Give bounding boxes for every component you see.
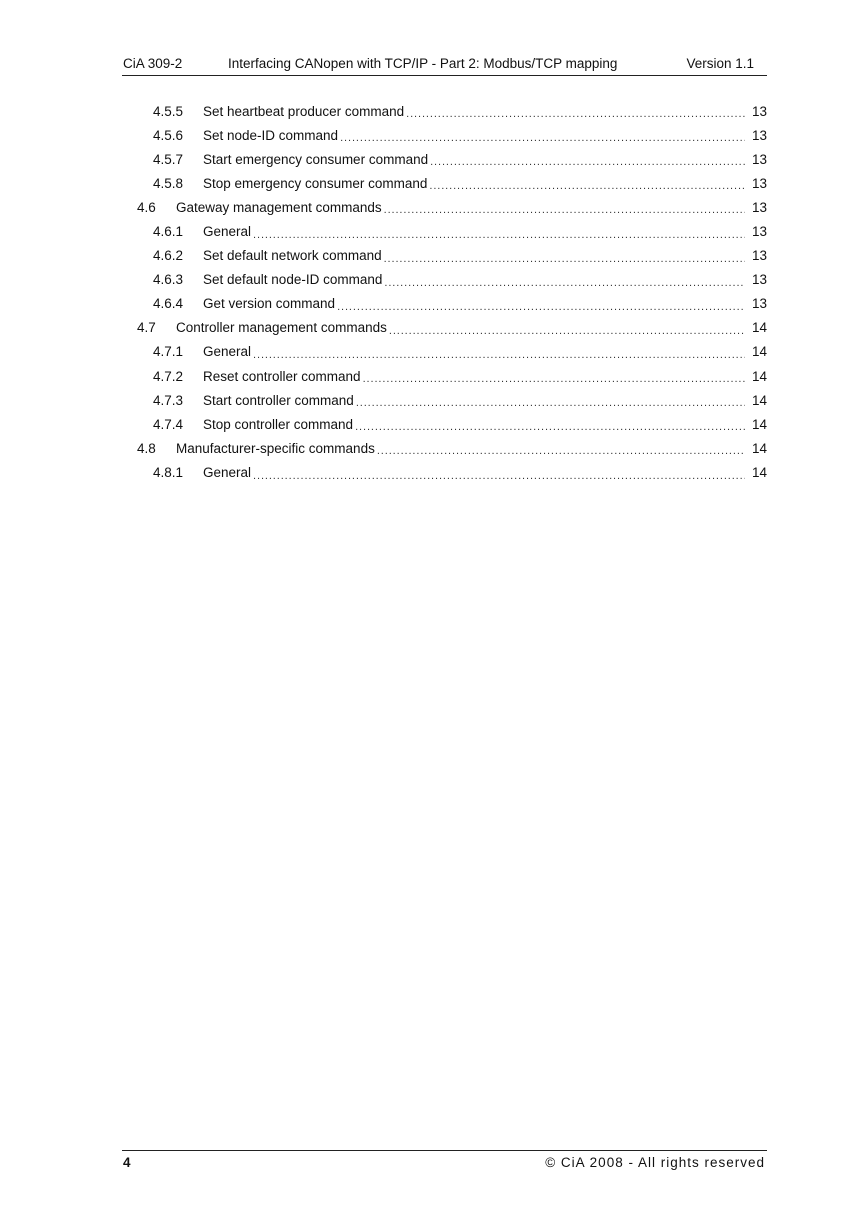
toc-entry-number: 4.7.4 [153,416,184,432]
toc-dot-leader [356,395,745,412]
toc-entry-page: 14 [751,416,767,432]
toc-entry-title: Set node-ID command [203,127,339,143]
toc-entry-title: Stop emergency consumer command [203,175,428,191]
toc-entry[interactable] [137,388,767,412]
toc-entry-title: Reset controller command [203,368,361,384]
toc-entry-title: Start emergency consumer command [203,151,429,167]
toc-entry-page: 14 [751,464,767,480]
toc-dot-leader [253,468,745,485]
toc-dot-leader [406,106,745,123]
toc-entry-number: 4.7.3 [153,392,184,408]
toc-entry-page: 14 [751,368,767,384]
toc-dot-leader [253,227,745,244]
toc-entry-page: 13 [751,296,767,312]
toc-entry[interactable] [137,316,767,340]
page-number: 4 [123,1155,131,1170]
toc-entry-page: 13 [751,272,767,288]
toc-entry-number: 4.5.6 [153,127,184,143]
toc-entry[interactable] [137,244,767,268]
toc-dot-leader [429,178,745,195]
toc-entry-title: Set default network command [203,248,382,264]
toc-entry-page: 13 [751,248,767,264]
toc-entry-title: Get version command [203,296,336,312]
toc-entry-number: 4.8.1 [153,464,184,480]
doc-id: CiA 309-2 [123,56,183,71]
toc-entry[interactable] [137,219,767,243]
toc-dot-leader [355,419,745,436]
toc-dot-leader [384,251,745,268]
toc-dot-leader [253,347,745,364]
toc-entry[interactable] [137,147,767,171]
toc-entry-page: 13 [751,175,767,191]
toc-entry-title: Start controller command [203,392,354,408]
toc-entry-page: 13 [751,151,767,167]
toc-dot-leader [377,443,745,460]
toc-entry-number: 4.5.8 [153,175,184,191]
toc-entry-title: General [203,344,252,360]
toc-entry[interactable] [137,292,767,316]
toc-entry-title: Set heartbeat producer command [203,103,405,119]
toc-dot-leader [337,299,745,316]
toc-dot-leader [430,154,745,171]
toc-entry[interactable] [137,460,767,484]
toc-entry-page: 13 [751,199,767,215]
page-header [122,53,767,76]
toc-entry-page: 14 [751,392,767,408]
toc-entry[interactable] [137,436,767,460]
toc-entry-number: 4.6.2 [153,248,184,264]
toc-entry[interactable] [137,268,767,292]
doc-version: Version 1.1 [686,56,754,71]
toc-entry[interactable] [137,364,767,388]
toc-entry[interactable] [137,195,767,219]
toc-entry[interactable] [137,171,767,195]
toc-entry-number: 4.8 [137,440,156,456]
toc-entry-page: 13 [751,224,767,240]
toc-entry-page: 14 [751,320,767,336]
toc-entry-page: 13 [751,127,767,143]
toc-entry-number: 4.6.1 [153,224,184,240]
page-footer [122,1150,767,1175]
toc-entry-number: 4.7.2 [153,368,184,384]
toc-entry-title: Gateway management commands [176,199,382,215]
toc-dot-leader [389,323,745,340]
toc-entry-title: Stop controller command [203,416,354,432]
toc-entry[interactable] [137,99,767,123]
toc-entry-page: 14 [751,344,767,360]
toc-entry[interactable] [137,340,767,364]
toc-entry-number: 4.6 [137,199,156,215]
toc-dot-leader [384,202,745,219]
toc-entry-number: 4.7 [137,320,156,336]
toc-entry-title: General [203,464,252,480]
toc-entry[interactable] [137,123,767,147]
toc-dot-leader [384,275,745,292]
toc-dot-leader [340,130,745,147]
toc-entry-title: Controller management commands [176,320,387,336]
toc-entry-number: 4.5.5 [153,103,184,119]
toc-entry-page: 13 [751,103,767,119]
toc-entry[interactable] [137,412,767,436]
toc-entry-number: 4.6.3 [153,272,184,288]
toc-entry-title: Manufacturer-specific commands [176,440,375,456]
table-of-contents [137,99,767,485]
toc-entry-number: 4.5.7 [153,151,184,167]
toc-dot-leader [363,371,745,388]
toc-entry-page: 14 [751,440,767,456]
copyright-notice: © CiA 2008 - All rights reserved [545,1155,765,1170]
toc-entry-title: General [203,224,252,240]
toc-entry-number: 4.7.1 [153,344,184,360]
toc-entry-title: Set default node-ID command [203,272,383,288]
toc-entry-number: 4.6.4 [153,296,184,312]
doc-title: Interfacing CANopen with TCP/IP - Part 2: Modbus/TCP mapping [228,56,618,71]
